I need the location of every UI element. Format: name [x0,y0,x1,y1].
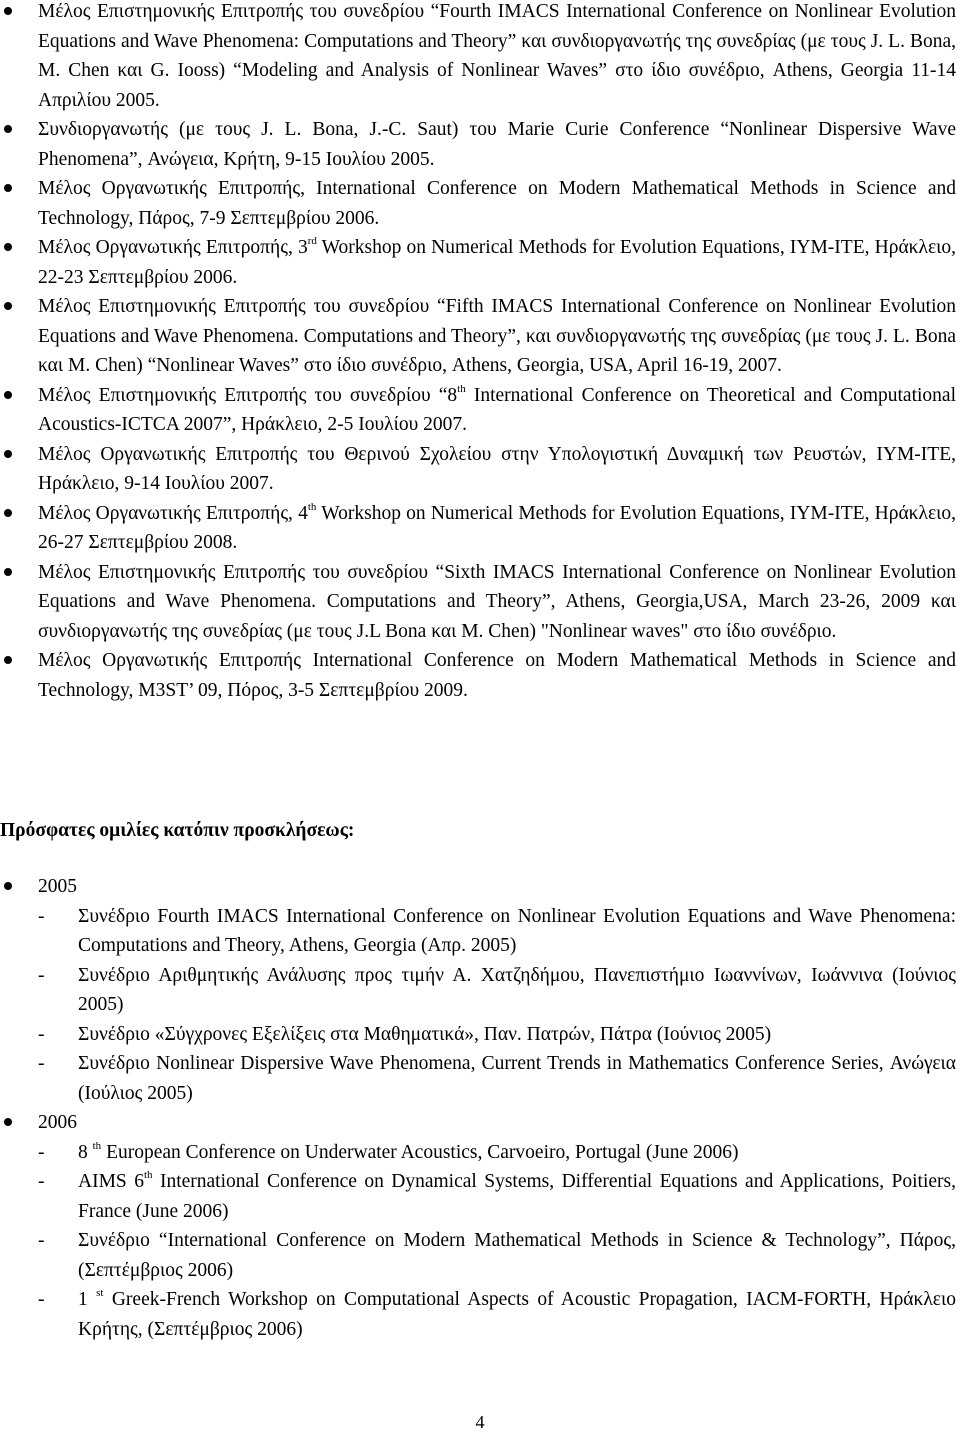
bullet-icon [4,184,12,192]
section-heading: Πρόσφατες ομιλίες κατόπιν προσκλήσεως: [0,820,355,841]
talk-item [0,1138,960,1168]
ordinal-suffix: th [457,382,466,395]
item-text: AIMS 6 [78,1171,144,1192]
list-item [0,381,960,440]
item-text: Μέλος Οργανωτικής Επιτροπής, 4 [38,502,308,524]
item-text: Συνέδριο “International Conference on Modern Mathematical Methods in Science & Technology”, Πάρος, (Σεπτέμβριος 2006) [78,1230,956,1281]
bullet-icon [4,656,12,664]
year-text: 2005 [38,876,77,897]
bullet-icon [4,568,12,576]
bullet-icon [4,882,12,890]
item-text: Μέλος Επιστημονικής Επιτροπής του συνεδρίου “Fifth IMACS International Conference on Nonlinear Evolution Equations and Wave Phenomena. Computations and Theory”, και συνδιοργανωτής της συνεδρίας (με τους J. L. Bona και M. Chen) “Nonlinear Waves” στο ίδιο συνέδριο, Athens, Georgia, USA, April 16-19, 2007. [38,296,956,376]
year-block [0,1108,960,1344]
item-text: Μέλος Επιστημονικής Επιτροπής του συνεδρίου “Fourth IMACS International Conference on Nonlinear Evolution Equations and Wave Phenomena: Computations and Theory” και συνδιοργανωτής της συνεδρίας (με τους J. L. Bona, M. Chen και G. Iooss) “Modeling and Analysis of Nonlinear Waves” στο ίδιο συνέδριο, Athens, Georgia 11-14 Απριλίου 2005. [38,1,956,111]
ordinal-suffix: rd [307,235,317,247]
ordinal-suffix: st [96,1287,104,1299]
dash-marker: - [38,1023,45,1045]
list-item [0,499,960,558]
page-number: 4 [475,1412,485,1432]
talks-list [0,872,960,1344]
bullet-icon [4,243,12,251]
bullet-icon [4,125,12,133]
ordinal-suffix: th [307,500,317,513]
item-text: Μέλος Οργανωτικής Επιτροπής του Θερινού Σχολείου στην Υπολογιστική Δυναμική των Ρευστών, ΙΥΜ-ΙΤΕ, Ηράκλειο, 9-14 Ιουλίου 2007. [38,443,956,494]
dash-marker: - [38,1053,45,1074]
dash-marker: - [38,905,45,927]
year-label [0,1108,960,1138]
bullet-icon [4,7,12,15]
item-text: International Conference on Theoretical and Computational Acoustics-ICTCA 2007”, Ηράκλειο, 2-5 Ιουλίου 2007. [38,384,956,435]
dash-marker: - [38,1289,45,1310]
bullet-icon [4,509,12,517]
dash-marker: - [38,1171,45,1192]
item-text: Συνέδριο Nonlinear Dispersive Wave Phenomena, Current Trends in Mathematics Conference Series, Ανώγεια (Ιούλιος 2005) [78,1053,956,1104]
talk-item [0,1226,960,1285]
item-text: Συνέδριο Fourth IMACS International Conference on Nonlinear Evolution Equations and Wave Phenomena: Computations and Theory, Athens, Georgia (Απρ. 2005) [78,905,956,956]
bullet-icon [4,391,12,399]
list-item [0,646,960,705]
activities-list [0,0,960,705]
list-item [0,558,960,647]
item-text: Greek-French Workshop on Computational Aspects of Acoustic Propagation, IACM-FORTH, Ηράκλειο Κρήτης, (Σεπτέμβριος 2006) [78,1289,956,1340]
item-text: Μέλος Οργανωτικής Επιτροπής International Conference on Modern Mathematical Methods in Science and Technology, M3ST’ 09, Πόρος, 3-5 Σεπτεμβρίου 2009. [38,650,956,701]
list-item [0,0,960,115]
item-text: Workshop on Numerical Methods for Evolution Equations, ΙΥΜ-ΙΤΕ, Ηράκλειο, 26-27 Σεπτεμβρίου 2008. [38,502,957,553]
bullet-icon [4,1118,12,1126]
item-text: Μέλος Επιστημονικής Επιτροπής του συνεδρίου “Sixth IMACS International Conference on Nonlinear Evolution Equations and Wave Phenomena. Computations and Theory”, Athens, Georgia,USA, March 23-26, 2009 και συνδιοργανωτής της συνεδρίας (με τους J.L Bona και M. Chen) "Nonlinear waves" στο ίδιο συνέδριο. [38,561,956,642]
dash-marker: - [38,964,45,986]
item-text: Συνδιοργανωτής (με τους J. L. Bona, J.-C. Saut) του Marie Curie Conference “Nonlinear Dispersive Wave Phenomena”, Ανώγεια, Κρήτη, 9-15 Ιουλίου 2005. [38,119,956,170]
item-text: International Conference on Dynamical Systems, Differential Equations and Applications, Poitiers, France (June 2006) [78,1171,956,1222]
talk-item [0,1049,960,1108]
talk-item [0,961,960,1020]
talk-item [0,1285,960,1344]
year-text: 2006 [38,1112,77,1133]
item-text: 8 [78,1141,93,1163]
item-text: Συνέδριο Αριθμητικής Ανάλυσης προς τιμήν Α. Χατζηδήμου, Πανεπιστήμιο Ιωαννίνων, Ιωάννινα (Ιούνιος 2005) [78,964,956,1015]
talk-item [0,902,960,961]
ordinal-suffix: th [92,1139,102,1152]
list-item [0,233,960,292]
bullet-icon [4,302,12,310]
year-label [0,872,960,902]
item-text: Μέλος Επιστημονικής Επιτροπής του συνεδρίου “8 [38,384,458,406]
item-text: Μέλος Οργανωτικής Επιτροπής, International Conference on Modern Mathematical Methods in Science and Technology, Πάρος, 7-9 Σεπτεμβρίου 2006. [38,178,956,229]
item-text: Workshop on Numerical Methods for Evolution Equations, ΙΥΜ-ΙΤΕ, Ηράκλειο, 22-23 Σεπτεμβρίου 2006. [38,237,956,288]
item-text: Συνέδριο «Σύγχρονες Εξελίξεις στα Μαθηματικά», Παν. Πατρών, Πάτρα (Ιούνιος 2005) [78,1023,772,1045]
talk-item [0,1020,960,1050]
item-text: European Conference on Underwater Acoustics, Carvoeiro, Portugal (June 2006) [101,1141,739,1163]
talk-item [0,1167,960,1226]
list-item [0,174,960,233]
list-item [0,115,960,174]
dash-marker: - [38,1141,45,1163]
list-item [0,440,960,499]
item-text: Μέλος Οργανωτικής Επιτροπής, 3 [38,237,308,258]
year-block [0,872,960,1108]
bullet-icon [4,450,12,458]
item-text: 1 [78,1289,97,1310]
ordinal-suffix: th [143,1169,153,1181]
dash-marker: - [38,1230,45,1251]
list-item [0,292,960,381]
